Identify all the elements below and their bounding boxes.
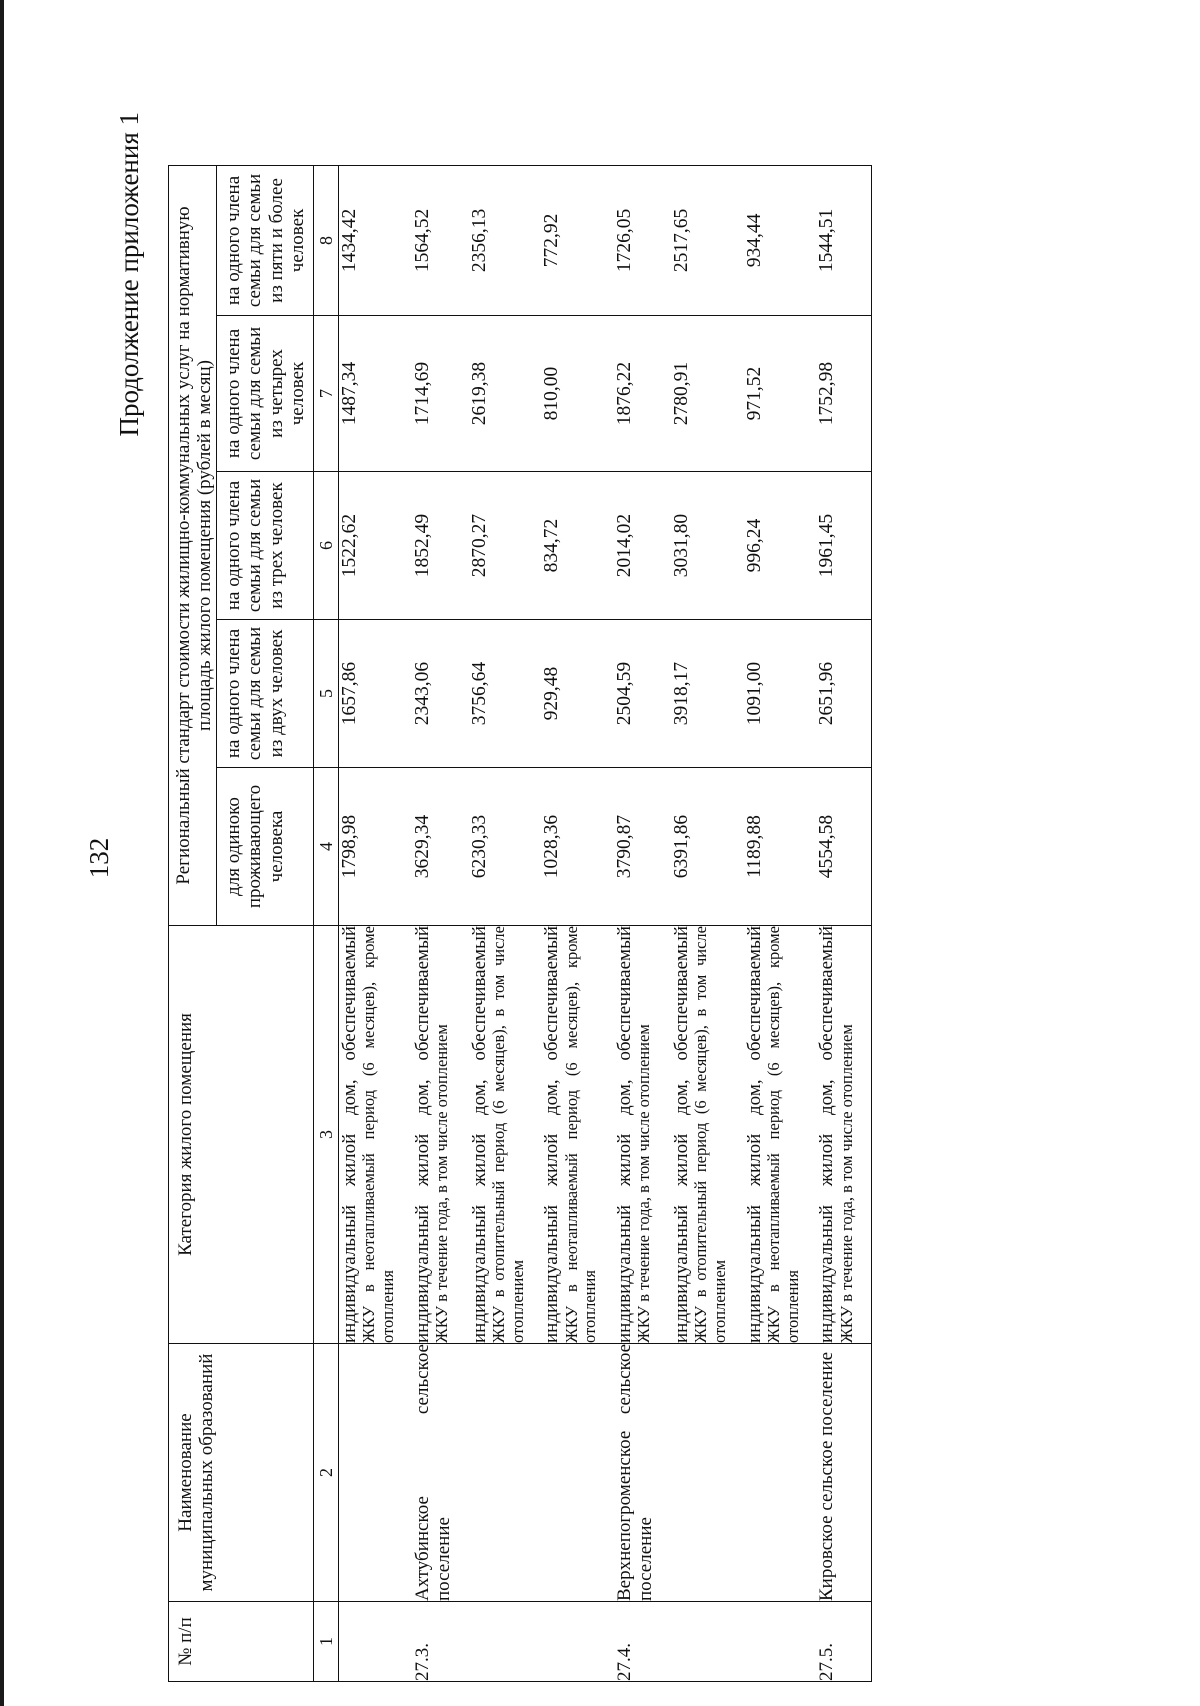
header-regional-standard: Региональный стандарт стоимости жилищно-коммунальных услуг на нормативную площадь жилого помещения (рублей в месяц): [169, 165, 217, 925]
housing-category: [541, 926, 614, 1344]
category-detail: ЖКУ в неотапливаемый период (6 месяцев), кроме отопления: [359, 926, 397, 1343]
row-number: [671, 1602, 744, 1682]
value-family-2: 2343,06: [412, 620, 469, 768]
value-single: 6391,86: [671, 768, 744, 926]
category-line: индивидуальный жилой дом, обеспечиваемый: [743, 926, 765, 1343]
table-row: [541, 165, 614, 1681]
value-family-3: 2870,27: [469, 472, 542, 620]
category-detail: ЖКУ в неотапливаемый период (6 месяцев), кроме отопления: [764, 926, 802, 1343]
value-family-2: 2504,59: [614, 620, 671, 768]
table-row: [614, 165, 671, 1681]
value-family-5plus: 1544,51: [816, 165, 871, 315]
housing-cost-table: [168, 165, 872, 1682]
col-number: 5: [313, 620, 338, 768]
page-number: 132: [84, 837, 114, 879]
value-single: 6230,33: [469, 768, 542, 926]
municipality-name: [671, 1344, 744, 1602]
value-family-2: 1657,86: [338, 620, 411, 768]
value-family-5plus: 2517,65: [671, 165, 744, 315]
table-row: [412, 165, 469, 1681]
value-family-2: 929,48: [541, 620, 614, 768]
category-line: индивидуальный жилой дом, обеспечиваемый: [670, 926, 692, 1343]
value-single: 1028,36: [541, 768, 614, 926]
value-family-4: 810,00: [541, 316, 614, 472]
table-row: [469, 165, 542, 1681]
category-line: индивидуальный жилой дом, обеспечиваемый: [411, 926, 433, 1343]
category-detail: ЖКУ в течение года, в том числе отоплением: [634, 1024, 654, 1343]
header-family-5plus: на одного члена семьи для семьи из пяти и более человек: [216, 165, 313, 315]
col-number: 7: [313, 316, 338, 472]
housing-category: [338, 926, 411, 1344]
housing-category: [816, 926, 871, 1344]
value-single: 1798,98: [338, 768, 411, 926]
category-line: индивидуальный жилой дом, обеспечиваемый: [338, 926, 360, 1343]
table-row: [744, 165, 817, 1681]
category-line: индивидуальный жилой дом, обеспечиваемый: [816, 926, 838, 1343]
category-detail: ЖКУ в неотапливаемый период (6 месяцев), кроме отопления: [561, 926, 600, 1343]
value-family-4: 1714,69: [412, 316, 469, 472]
value-family-4: 971,52: [744, 316, 817, 472]
value-family-2: 3918,17: [671, 620, 744, 768]
municipality-name: [744, 1344, 817, 1602]
row-number: [744, 1602, 817, 1682]
header-municipality: Наименование муниципальных образований: [169, 1344, 314, 1602]
col-number: 2: [313, 1344, 338, 1602]
value-family-5plus: 1434,42: [338, 165, 411, 315]
housing-category: [412, 926, 469, 1344]
header-number: № п/п: [169, 1602, 314, 1682]
value-single: 3790,87: [614, 768, 671, 926]
value-family-5plus: 934,44: [744, 165, 817, 315]
value-family-3: 3031,80: [671, 472, 744, 620]
municipality-name: [338, 1344, 411, 1602]
housing-category: [671, 926, 744, 1344]
row-number: 27.5.: [816, 1602, 871, 1682]
category-line: индивидуальный жилой дом, обеспечиваемый: [468, 926, 490, 1343]
col-number: 8: [313, 165, 338, 315]
value-single: 4554,58: [816, 768, 871, 926]
value-family-2: 3756,64: [469, 620, 542, 768]
value-family-4: 2780,91: [671, 316, 744, 472]
value-family-3: 834,72: [541, 472, 614, 620]
municipality-name: [541, 1344, 614, 1602]
municipality-name: [469, 1344, 542, 1602]
category-detail: ЖКУ в отопительный период (6 месяцев), в том числе отоплением: [691, 926, 730, 1343]
table-row: [671, 165, 744, 1681]
category-line: индивидуальный жилой дом, обеспечиваемый: [614, 926, 635, 1343]
value-family-5plus: 2356,13: [469, 165, 542, 315]
value-family-2: 2651,96: [816, 620, 871, 768]
value-family-4: 1876,22: [614, 316, 671, 472]
col-number: 6: [313, 472, 338, 620]
row-number: [541, 1602, 614, 1682]
row-number: 27.3.: [412, 1602, 469, 1682]
value-family-3: 996,24: [744, 472, 817, 620]
header-family-3: на одного члена семьи для семьи из трех человек: [216, 472, 313, 620]
col-number: 3: [313, 926, 338, 1344]
value-family-3: 1852,49: [412, 472, 469, 620]
header-family-4: на одного члена семьи для семьи из четырех человек: [216, 316, 313, 472]
value-family-3: 1961,45: [816, 472, 871, 620]
header-family-2: на одного члена семьи для семьи из двух человек: [216, 620, 313, 768]
header-category: Категория жилого помещения: [169, 926, 314, 1344]
row-number: 27.4.: [614, 1602, 671, 1682]
row-number: [469, 1602, 542, 1682]
col-number: 4: [313, 768, 338, 926]
value-family-5plus: 772,92: [541, 165, 614, 315]
table-row: [816, 165, 871, 1681]
municipality-name: Верхнепогроменское сельское поселение: [614, 1344, 671, 1602]
value-single: 1189,88: [744, 768, 817, 926]
header-single: для одиноко проживающего человека: [216, 768, 313, 926]
row-number: [338, 1602, 411, 1682]
category-detail: ЖКУ в отопительный период (6 месяцев), в том числе отоплением: [488, 926, 527, 1343]
value-family-3: 1522,62: [338, 472, 411, 620]
col-number: 1: [313, 1602, 338, 1682]
category-detail: ЖКУ в течение года, в том числе отоплением: [432, 1024, 452, 1343]
municipality-name: Ахтубинское сельское поселение: [412, 1344, 469, 1602]
municipality-name: Кировское сельское поселение: [816, 1344, 871, 1602]
value-family-3: 2014,02: [614, 472, 671, 620]
value-family-5plus: 1726,05: [614, 165, 671, 315]
value-family-2: 1091,00: [744, 620, 817, 768]
value-family-4: 1752,98: [816, 316, 871, 472]
value-family-4: 1487,34: [338, 316, 411, 472]
housing-category: [744, 926, 817, 1344]
table-row: [338, 165, 411, 1681]
value-family-4: 2619,38: [469, 316, 542, 472]
category-line: индивидуальный жилой дом, обеспечиваемый: [541, 926, 563, 1343]
category-detail: ЖКУ в течение года, в том числе отоплением: [836, 1024, 856, 1343]
appendix-caption: Продолжение приложения 1: [114, 112, 144, 437]
value-single: 3629,34: [412, 768, 469, 926]
housing-category: [614, 926, 671, 1344]
housing-category: [469, 926, 542, 1344]
value-family-5plus: 1564,52: [412, 165, 469, 315]
